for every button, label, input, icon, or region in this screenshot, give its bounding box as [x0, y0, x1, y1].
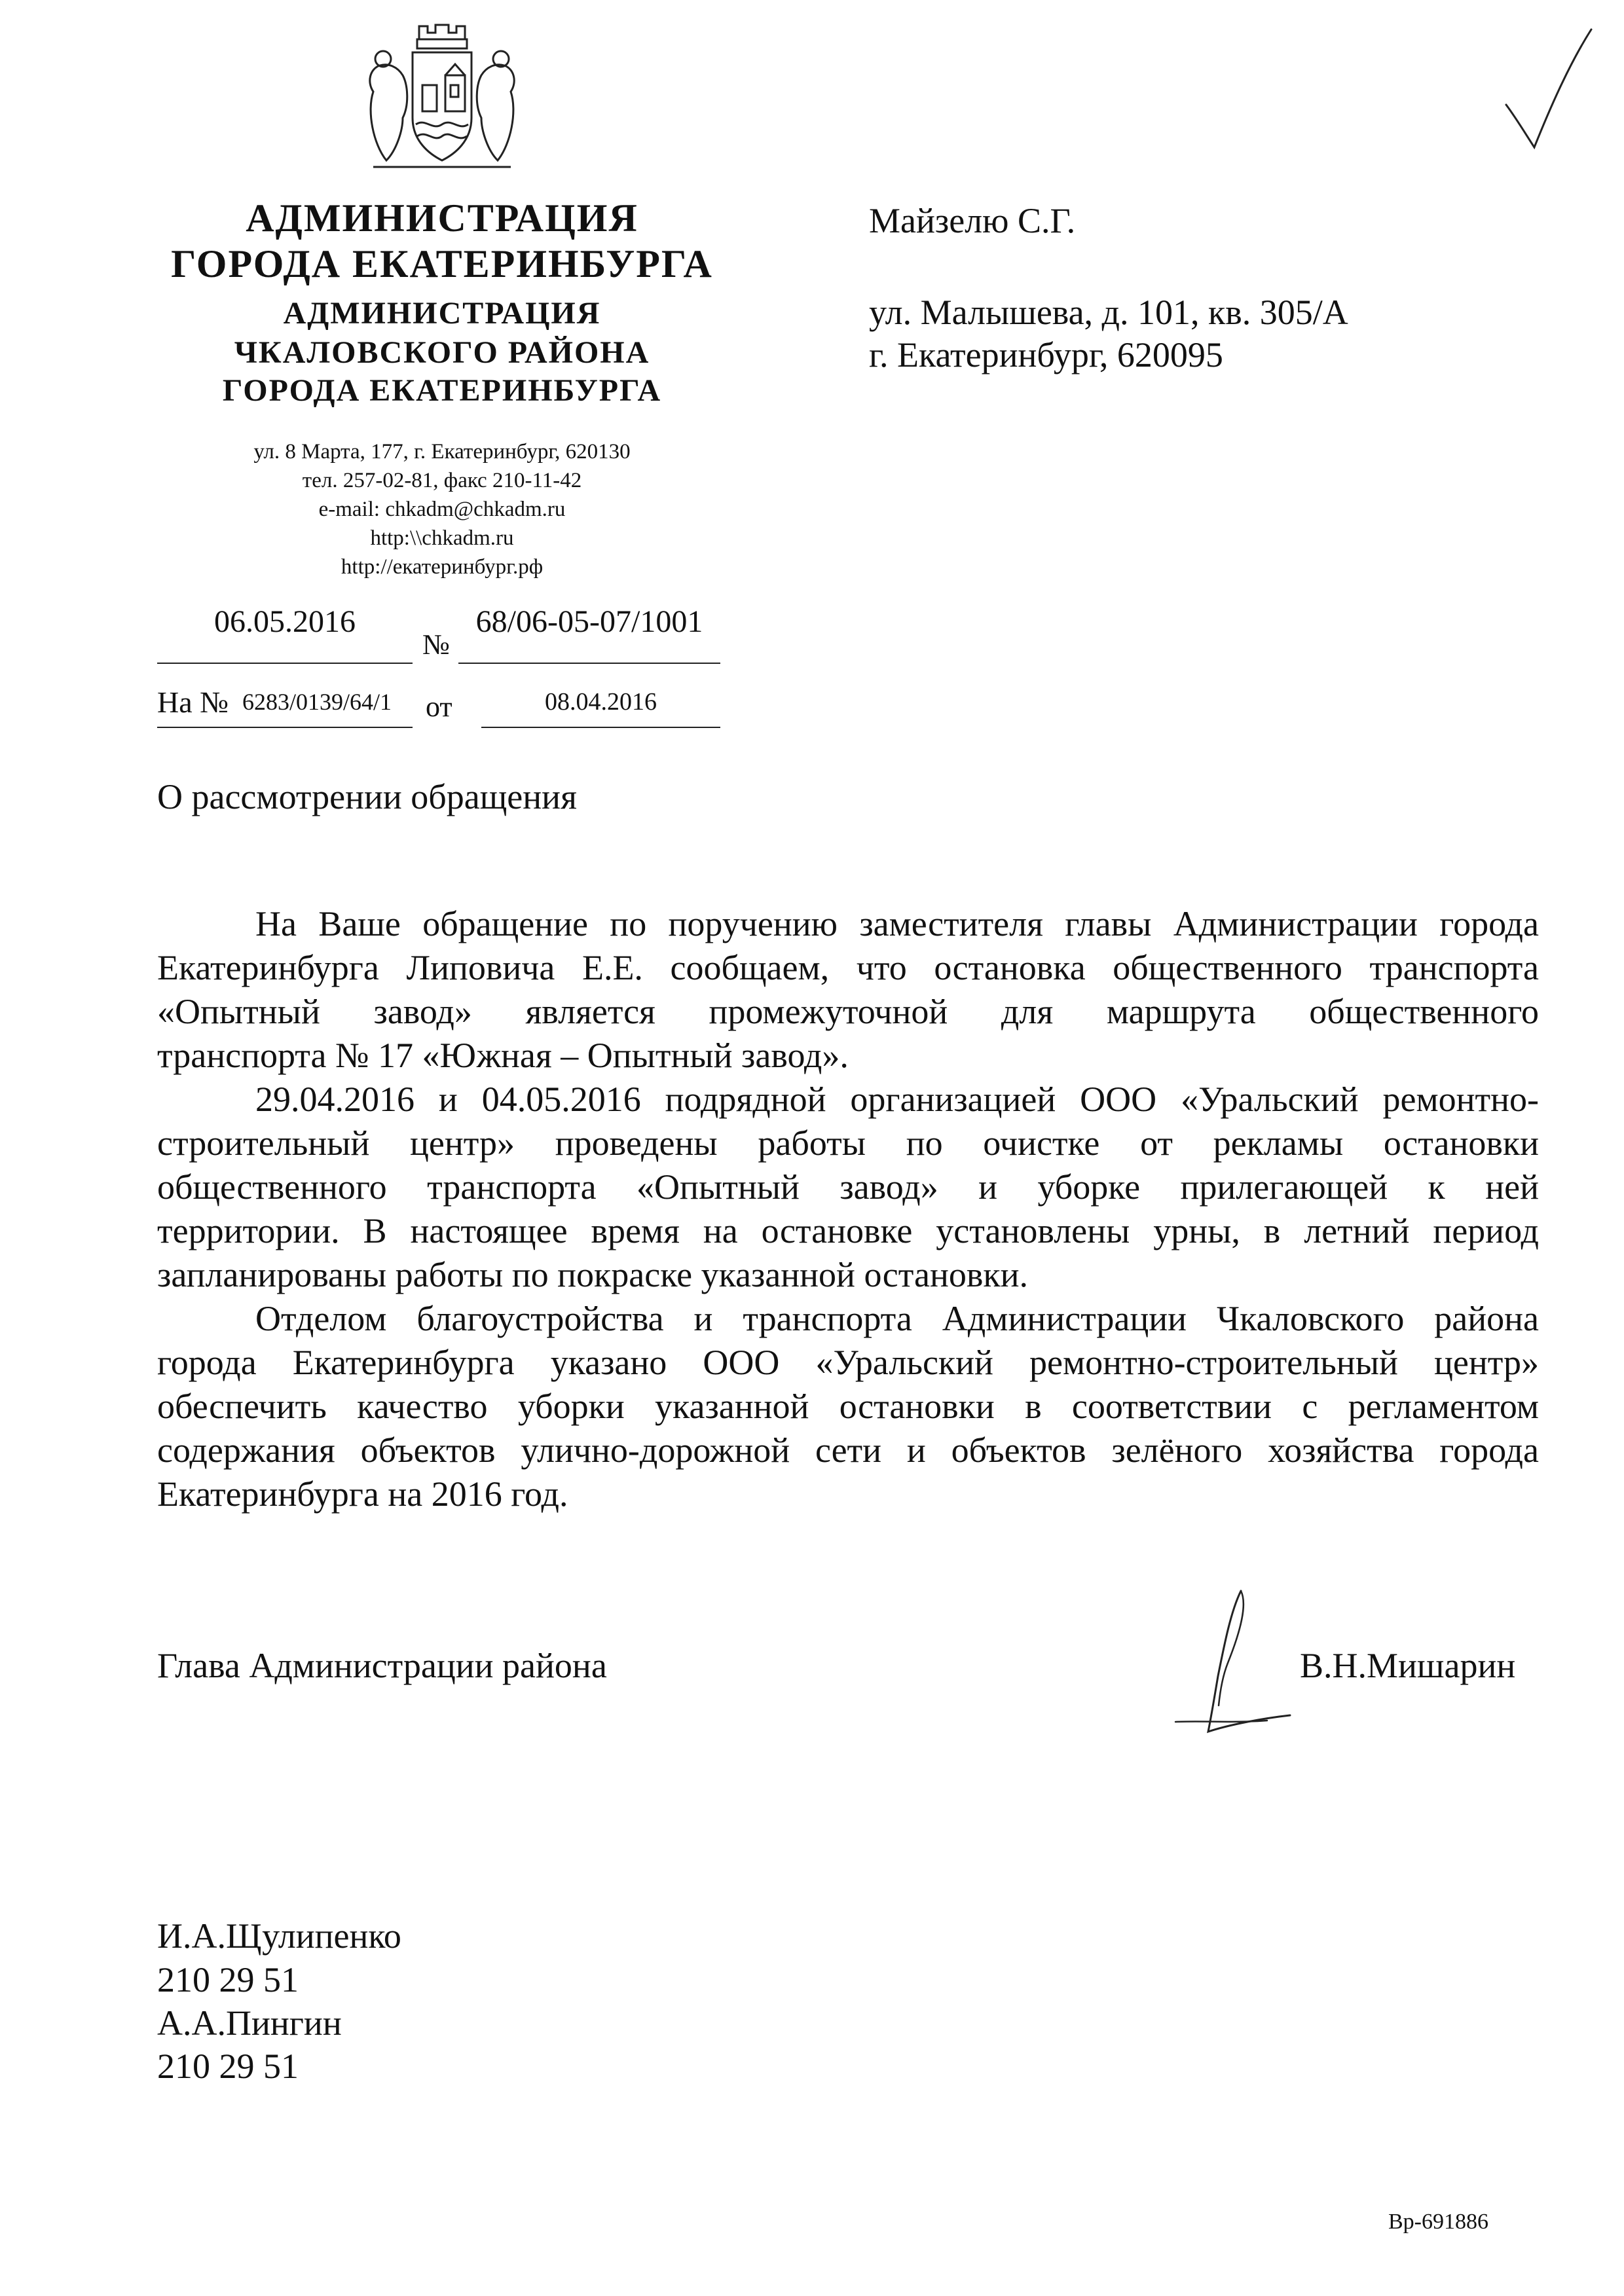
- org-name-line-1: АДМИНИСТРАЦИЯ: [246, 196, 638, 240]
- registration-number: 68/06-05-07/1001: [475, 604, 703, 639]
- body-line: запланированы работы по покраске указанной остановки.: [157, 1255, 1029, 1294]
- body-line: Екатеринбурга Липовича Е.Е. сообщаем, что остановка общественного транспорта: [157, 948, 1539, 987]
- reply-date-rule: [481, 727, 720, 728]
- recipient-address-line-2: г. Екатеринбург, 620095: [869, 335, 1223, 374]
- registration-number-sign: №: [422, 629, 450, 661]
- recipient-address-line-1: ул. Малышева, д. 101, кв. 305/А: [869, 293, 1348, 332]
- contact-website-rf: http://екатеринбург.рф: [341, 555, 544, 579]
- registration-date: 06.05.2016: [214, 604, 356, 639]
- body-line: содержания объектов улично-дорожной сети и объектов зелёного хозяйства города: [157, 1430, 1539, 1470]
- signatory-position: Глава Администрации района: [157, 1646, 607, 1685]
- footer-document-code: Вр-691886: [1388, 2210, 1488, 2234]
- body-line: строительный центр» проведены работы по очистке от рекламы остановки: [157, 1123, 1539, 1163]
- body-line: «Опытный завод» является промежуточной для маршрута общественного: [157, 992, 1539, 1031]
- signatory-name: В.Н.Мишарин: [1300, 1646, 1516, 1685]
- reply-from-label: от: [426, 691, 452, 723]
- body-line: 29.04.2016 и 04.05.2016 подрядной организацией ООО «Уральский ремонтно-: [255, 1080, 1539, 1119]
- body-line: Отделом благоустройства и транспорта Администрации Чкаловского района: [255, 1299, 1539, 1338]
- registration-date-rule: [157, 663, 413, 664]
- contact-website: http:\\chkadm.ru: [370, 526, 514, 550]
- letter-body: [157, 902, 1539, 1516]
- handwritten-signature-icon: [1162, 1584, 1306, 1741]
- reply-number: 6283/0139/64/1: [242, 689, 392, 715]
- org-name-line-2: ГОРОДА ЕКАТЕРИНБУРГА: [171, 242, 713, 285]
- body-line: территории. В настоящее время на остановке установлены урны, в летний период: [157, 1211, 1539, 1250]
- body-line: города Екатеринбурга указано ООО «Уральский ремонтно-строительный центр»: [157, 1343, 1539, 1382]
- checkmark-icon: [1503, 26, 1595, 151]
- suborg-name-line-3: ГОРОДА ЕКАТЕРИНБУРГА: [222, 373, 662, 408]
- executor-name-1: И.А.Щулипенко: [157, 1916, 401, 1956]
- reply-prefix: На №: [157, 685, 229, 719]
- reply-date: 08.04.2016: [545, 688, 657, 716]
- reply-number-rule: [157, 727, 413, 728]
- body-line: обеспечить качество уборки указанной остановки в соответствии с регламентом: [157, 1387, 1539, 1426]
- executor-phone-1: 210 29 51: [157, 1960, 299, 1999]
- body-line: На Ваше обращение по поручению заместителя главы Администрации города: [255, 904, 1539, 943]
- yekaterinburg-coat-of-arms-icon: [357, 20, 527, 177]
- letter-subject: О рассмотрении обращения: [157, 777, 577, 816]
- contact-email: e-mail: chkadm@chkadm.ru: [318, 498, 566, 521]
- contact-phone: тел. 257-02-81, факс 210-11-42: [302, 469, 582, 492]
- executor-name-2: А.А.Пингин: [157, 2003, 342, 2043]
- body-line: Екатеринбурга на 2016 год.: [157, 1474, 568, 1514]
- executor-phone-2: 210 29 51: [157, 2047, 299, 2086]
- contact-address: ул. 8 Марта, 177, г. Екатеринбург, 620130: [253, 440, 631, 464]
- suborg-name-line-2: ЧКАЛОВСКОГО РАЙОНА: [234, 335, 650, 370]
- registration-number-rule: [458, 663, 720, 664]
- body-line: общественного транспорта «Опытный завод» и уборке прилегающей к ней: [157, 1167, 1539, 1207]
- suborg-name-line-1: АДМИНИСТРАЦИЯ: [283, 296, 601, 331]
- body-line: транспорта № 17 «Южная – Опытный завод».: [157, 1036, 849, 1075]
- recipient-name: Майзелю С.Г.: [869, 201, 1076, 240]
